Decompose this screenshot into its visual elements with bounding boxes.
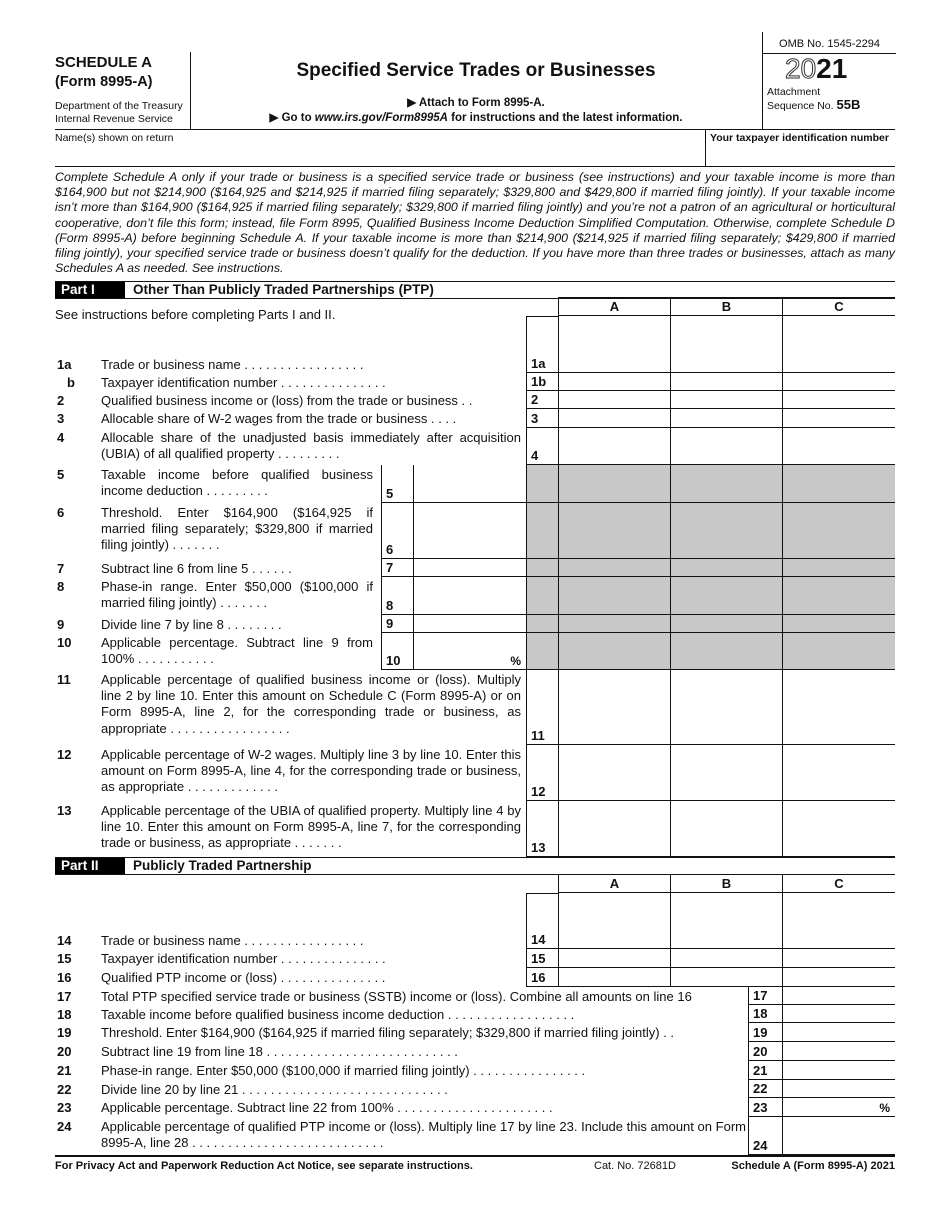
line-number: 19	[57, 1025, 72, 1040]
line-box-label: 13	[531, 840, 546, 855]
line-9	[55, 615, 895, 633]
percent-sign: %	[510, 654, 521, 668]
line-box-label: 8	[386, 598, 394, 613]
line-box-label: 7	[386, 560, 394, 575]
line-box	[381, 615, 413, 633]
entry-14-c[interactable]	[782, 931, 895, 949]
line-number: 17	[57, 989, 72, 1004]
entry-15-a[interactable]	[558, 949, 670, 968]
line-box	[748, 987, 782, 1005]
line-box	[381, 559, 413, 577]
shaded-cell-a	[558, 465, 670, 503]
column-header-a: A	[558, 875, 670, 893]
schedule-id-block	[55, 52, 191, 129]
shaded-cell-c	[782, 633, 895, 670]
entry-14-b[interactable]	[670, 931, 782, 949]
line-18	[55, 1005, 895, 1023]
entry-2-c[interactable]	[782, 391, 895, 409]
line-15	[55, 949, 895, 968]
line-7	[55, 559, 895, 577]
line-3	[55, 409, 895, 428]
line-description: Applicable percentage of qualified business income or (loss). Multiply line 2 by line 10. Enter this amount on Schedule C (Form 8995-A) or on Form 8995-A, line 2, for the corresponding trade or business, as appropriate . . . . . . . . . . . . . . . . .	[101, 672, 521, 736]
line-box-label: 1b	[531, 374, 547, 389]
shaded-cell-c	[782, 465, 895, 503]
line-box	[526, 373, 558, 391]
line-number: 11	[57, 672, 71, 687]
goto-suffix: for instructions and the latest information.	[447, 112, 683, 124]
name-row-divider	[55, 166, 895, 167]
entry-13-a[interactable]	[558, 801, 670, 857]
entry-24[interactable]	[782, 1117, 895, 1155]
line-number: 6	[57, 505, 65, 520]
line-number: 9	[57, 617, 65, 632]
line-number: b	[67, 375, 75, 390]
sequence-text: Sequence No.	[767, 100, 834, 112]
catalog-number: Cat. No. 72681D	[594, 1160, 676, 1172]
sequence-number: 55B	[836, 97, 861, 112]
line-description: Phase-in range. Enter $50,000 ($100,000 if married filing jointly) . . . . . . . . . . . . . . . .	[101, 1063, 586, 1078]
line-box	[748, 1042, 782, 1061]
line-description: Taxpayer identification number . . . . . . . . . . . . . . .	[101, 375, 386, 390]
line-box	[526, 968, 558, 987]
part2-title: Publicly Traded Partnership	[133, 858, 312, 873]
line-19	[55, 1023, 895, 1042]
entry-16-c[interactable]	[782, 968, 895, 987]
shaded-cell-a	[558, 559, 670, 577]
line-description: Subtract line 19 from line 18 . . . . . . . . . . . . . . . . . . . . . . . . . . .	[101, 1044, 458, 1059]
entry-11-c[interactable]	[782, 670, 895, 745]
entry-1b-b[interactable]	[670, 373, 782, 391]
entry-1a-c[interactable]	[782, 355, 895, 373]
part1-note: See instructions before completing Parts I and II.	[55, 307, 336, 322]
line-box-label: 11	[531, 728, 545, 743]
shaded-cell-c	[782, 577, 895, 615]
line-number: 7	[57, 561, 65, 576]
line-10	[55, 633, 895, 670]
entry-23[interactable]	[782, 1098, 895, 1117]
line-4	[55, 428, 895, 465]
line-box-label: 24	[753, 1138, 768, 1153]
entry-11-a[interactable]	[558, 670, 670, 745]
agency: Internal Revenue Service	[55, 113, 173, 125]
column-header-c: C	[782, 875, 895, 893]
part2-spacer-cell-a[interactable]	[558, 893, 670, 931]
line-description: Applicable percentage of W-2 wages. Multiply line 3 by line 10. Enter this amount on Form 8995-A, line 4, for the corresponding trade or business, as appropriate . . . . . . . . . . . . .	[101, 747, 521, 795]
sequence-label	[767, 98, 860, 113]
part1-label: Part I	[55, 282, 125, 298]
line-box-label: 15	[531, 951, 546, 966]
line-number: 22	[57, 1082, 72, 1097]
line-number: 14	[57, 933, 72, 948]
entry-4-c[interactable]	[782, 428, 895, 465]
entry-13-c[interactable]	[782, 801, 895, 857]
line-description: Total PTP specified service trade or business (SSTB) income or (loss). Combine all amounts on line 16	[101, 989, 692, 1004]
line-description: Taxpayer identification number . . . . . . . . . . . . . . .	[101, 951, 386, 966]
goto-prefix: ▶ Go to	[269, 112, 315, 124]
line-8	[55, 577, 895, 615]
irs-url-link[interactable]: www.irs.gov/Form8995A	[314, 112, 448, 124]
entry-13-b[interactable]	[670, 801, 782, 857]
line-number: 1a	[57, 357, 72, 372]
line-number: 2	[57, 393, 65, 408]
part1-title: Other Than Publicly Traded Partnerships (PTP)	[133, 282, 434, 297]
line-box	[381, 503, 413, 559]
line-number: 3	[57, 411, 65, 426]
schedule-name: SCHEDULE A	[55, 54, 152, 71]
line-box-label: 20	[753, 1044, 768, 1059]
shaded-cell-c	[782, 503, 895, 559]
entry-22[interactable]	[782, 1080, 895, 1098]
entry-1a-a[interactable]	[558, 355, 670, 373]
line-24	[55, 1117, 895, 1155]
taxpayer-id-field[interactable]	[705, 130, 896, 166]
shaded-cell-a	[558, 615, 670, 633]
line-11	[55, 670, 895, 745]
line-box-label: 12	[531, 784, 546, 799]
name-label: Name(s) shown on return	[55, 132, 174, 144]
line-21	[55, 1061, 895, 1080]
entry-1b-a[interactable]	[558, 373, 670, 391]
entry-4-a[interactable]	[558, 428, 670, 465]
shaded-box	[526, 633, 558, 670]
line-description: Trade or business name . . . . . . . . . . . . . . . . .	[101, 933, 364, 948]
column-header-top	[558, 297, 895, 298]
department: Department of the Treasury	[55, 100, 183, 112]
line-box-label: 18	[753, 1006, 768, 1021]
line-description: Trade or business name . . . . . . . . . . . . . . . . .	[101, 357, 364, 372]
line-1a	[55, 355, 895, 373]
entry-1a-b[interactable]	[670, 355, 782, 373]
line-6	[55, 503, 895, 559]
column-header-b: B	[670, 298, 782, 316]
entry-1b-c[interactable]	[782, 373, 895, 391]
shaded-cell-b	[670, 465, 782, 503]
line-12	[55, 745, 895, 801]
name-field[interactable]	[55, 130, 705, 166]
column-header-a: A	[558, 298, 670, 316]
entry-9[interactable]	[413, 615, 526, 633]
part2-spacer-cell-b[interactable]	[670, 893, 782, 931]
line-number: 4	[57, 430, 65, 445]
shaded-cell-b	[670, 503, 782, 559]
part2-spacer-box	[526, 893, 558, 931]
entry-10[interactable]	[413, 633, 526, 670]
line-23	[55, 1098, 895, 1117]
goto-instruction	[190, 110, 762, 124]
line-box	[381, 577, 413, 615]
entry-7[interactable]	[413, 559, 526, 577]
attachment-label: Attachment	[767, 86, 821, 98]
line-box-label: 1a	[531, 356, 546, 371]
entry-5[interactable]	[413, 465, 526, 503]
entry-12-a[interactable]	[558, 745, 670, 801]
part1-spacer-box	[526, 316, 558, 355]
line-description: Divide line 20 by line 21 . . . . . . . . . . . . . . . . . . . . . . . . . . . . .	[101, 1082, 448, 1097]
entry-3-b[interactable]	[670, 409, 782, 428]
line-box-label: 6	[386, 542, 394, 557]
entry-2-a[interactable]	[558, 391, 670, 409]
form-number: (Form 8995-A)	[55, 74, 153, 90]
line-box	[526, 355, 558, 373]
line-box	[748, 1098, 782, 1117]
line-description: Phase-in range. Enter $50,000 ($100,000 if married filing jointly) . . . . . . .	[101, 579, 373, 611]
line-number: 24	[57, 1119, 72, 1134]
shaded-cell-a	[558, 503, 670, 559]
entry-20[interactable]	[782, 1042, 895, 1061]
line-14	[55, 931, 895, 949]
tax-year-bold: 21	[816, 53, 848, 84]
line-box	[526, 949, 558, 968]
tax-year	[785, 54, 847, 84]
column-header-c: C	[782, 298, 895, 316]
entry-3-c[interactable]	[782, 409, 895, 428]
line-20	[55, 1042, 895, 1061]
line-17	[55, 987, 895, 1005]
footer-divider	[55, 1155, 895, 1157]
line-description: Taxable income before qualified business income deduction . . . . . . . . .	[101, 467, 373, 499]
part2-label: Part II	[55, 858, 125, 874]
line-description: Applicable percentage of qualified PTP income or (loss). Multiply line 17 by line 23. Include this amount on Form 8995-A, line 28 . . . . . . . . . . . . . . . . . . . . . . . . . . .	[101, 1119, 746, 1151]
line-box	[748, 1080, 782, 1098]
shaded-cell-b	[670, 559, 782, 577]
line-box-label: 14	[531, 932, 546, 947]
entry-2-b[interactable]	[670, 391, 782, 409]
line-number: 23	[57, 1100, 72, 1115]
shaded-cell-b	[670, 615, 782, 633]
line-box-label: 3	[531, 411, 539, 426]
shaded-cell-a	[558, 577, 670, 615]
line-box-label: 22	[753, 1081, 768, 1096]
percent-sign: %	[879, 1101, 890, 1115]
column-header-b: B	[670, 875, 782, 893]
line-number: 5	[57, 467, 65, 482]
line-box	[381, 633, 413, 670]
line-5	[55, 465, 895, 503]
line-description: Qualified business income or (loss) from the trade or business . .	[101, 393, 473, 408]
entry-15-b[interactable]	[670, 949, 782, 968]
entry-6[interactable]	[413, 503, 526, 559]
taxpayer-id-label: Your taxpayer identification number	[710, 132, 889, 144]
line-description: Allocable share of the unadjusted basis immediately after acquisition (UBIA) of all qualified property . . . . . . . . .	[101, 430, 521, 462]
line-box-label: 17	[753, 988, 768, 1003]
part1-spacer-cell-b[interactable]	[670, 316, 782, 355]
line-number: 18	[57, 1007, 72, 1022]
line-description: Subtract line 6 from line 5 . . . . . .	[101, 561, 292, 576]
part1-spacer-row	[55, 316, 895, 355]
part1-spacer-cell-a[interactable]	[558, 316, 670, 355]
entry-3-a[interactable]	[558, 409, 670, 428]
line-description: Qualified PTP income or (loss) . . . . . . . . . . . . . . .	[101, 970, 386, 985]
line-box-label: 4	[531, 448, 539, 463]
entry-21[interactable]	[782, 1061, 895, 1080]
entry-4-b[interactable]	[670, 428, 782, 465]
shaded-box	[526, 465, 558, 503]
line-box	[748, 1117, 782, 1155]
attach-instruction: ▶ Attach to Form 8995-A.	[407, 97, 545, 109]
entry-8[interactable]	[413, 577, 526, 615]
line-number: 15	[57, 951, 72, 966]
line-22	[55, 1080, 895, 1098]
line-box-label: 21	[753, 1063, 768, 1078]
line-description: Taxable income before qualified business income deduction . . . . . . . . . . . . . . . . . .	[101, 1007, 575, 1022]
part1-spacer-cell-c[interactable]	[782, 316, 895, 355]
privacy-notice: For Privacy Act and Paperwork Reduction Act Notice, see separate instructions.	[55, 1160, 473, 1172]
entry-19[interactable]	[782, 1023, 895, 1042]
line-description: Threshold. Enter $164,900 ($164,925 if married filing separately; $329,800 if married filing jointly) . . . . . . .	[101, 505, 373, 553]
column-header-top	[558, 874, 895, 875]
omb-block	[762, 32, 896, 129]
line-box	[526, 391, 558, 409]
line-box-label: 2	[531, 392, 539, 407]
form-header	[55, 38, 895, 129]
line-box	[748, 1023, 782, 1042]
entry-16-a[interactable]	[558, 968, 670, 987]
line-box-label: 19	[753, 1025, 768, 1040]
line-description: Applicable percentage of the UBIA of qualified property. Multiply line 4 by line 10. Enter this amount on Form 8995-A, line 7, for the corresponding trade or business, as appropriate . . . . . . .	[101, 803, 521, 851]
shaded-box	[526, 503, 558, 559]
line-box-label: 5	[386, 486, 394, 501]
entry-14-a[interactable]	[558, 931, 670, 949]
line-2	[55, 391, 895, 409]
line-box-label: 23	[753, 1100, 768, 1115]
line-description: Allocable share of W-2 wages from the trade or business . . . .	[101, 411, 457, 426]
line-box	[526, 409, 558, 428]
part2-header	[55, 857, 895, 875]
line-number: 12	[57, 747, 72, 762]
line-description: Threshold. Enter $164,900 ($164,925 if married filing separately; $329,800 if married filing jointly) . .	[101, 1025, 675, 1040]
line-box-label: 9	[386, 616, 394, 631]
shaded-cell-b	[670, 633, 782, 670]
line-box	[526, 801, 558, 857]
entry-16-b[interactable]	[670, 968, 782, 987]
line-box	[526, 670, 558, 745]
omb-number: OMB No. 1545-2294	[779, 38, 880, 50]
line-description: Applicable percentage. Subtract line 9 from 100% . . . . . . . . . . .	[101, 635, 373, 667]
instructions-paragraph: Complete Schedule A only if your trade or business is a specified service trade or business (see instructions) and your taxable income is more than $164,900 but not $214,900 ($164,925 and $214,925 if married filing separately; $329,800 and $429,800 if married filing jointly). If your taxable income isn’t more than $164,900 ($164,925 if married filing separately; $329,800 if married filing jointly) and you’re not a patron of an agricultural or horticultural cooperative, don’t file this form; instead, file Form 8995, Qualified Business Income Deduction Simplified Computation. Otherwise, complete Schedule D (Form 8995-A) before beginning Schedule A. If your taxable income is more than $214,900 ($214,925 if married filing separately; $429,800 if married filing jointly), your specified service trade or business doesn’t qualify for the deduction. If you have more than three trades or businesses, attach as many Schedules A as needed. See instructions.	[55, 170, 895, 276]
part2-spacer-row	[55, 893, 895, 931]
line-number: 21	[57, 1063, 72, 1078]
entry-11-b[interactable]	[670, 670, 782, 745]
line-number: 8	[57, 579, 65, 594]
line-number: 10	[57, 635, 72, 650]
column-header-row	[55, 298, 895, 316]
line-16	[55, 968, 895, 987]
line-box	[381, 465, 413, 503]
shaded-box	[526, 559, 558, 577]
part2-spacer-cell-c[interactable]	[782, 893, 895, 931]
line-box-label: 10	[386, 653, 401, 668]
entry-12-c[interactable]	[782, 745, 895, 801]
shaded-cell-c	[782, 559, 895, 577]
shaded-box	[526, 577, 558, 615]
line-box-label: 16	[531, 970, 546, 985]
line-number: 16	[57, 970, 72, 985]
tax-year-outline: 20	[785, 53, 817, 84]
shaded-cell-a	[558, 633, 670, 670]
line-13	[55, 801, 895, 857]
line-box	[526, 745, 558, 801]
line-box	[748, 1005, 782, 1023]
line-description: Applicable percentage. Subtract line 22 from 100% . . . . . . . . . . . . . . . . . . . . . .	[101, 1100, 553, 1115]
column-header-row	[55, 875, 895, 893]
shaded-box	[526, 615, 558, 633]
line-box	[526, 428, 558, 465]
entry-18[interactable]	[782, 1005, 895, 1023]
line-number: 13	[57, 803, 72, 818]
shaded-cell-c	[782, 615, 895, 633]
line-box	[748, 1061, 782, 1080]
entry-12-b[interactable]	[670, 745, 782, 801]
entry-17[interactable]	[782, 987, 895, 1005]
shaded-cell-b	[670, 577, 782, 615]
form-identifier: Schedule A (Form 8995-A) 2021	[731, 1160, 895, 1172]
line-number: 20	[57, 1044, 72, 1059]
line-1b	[55, 373, 895, 391]
line-description: Divide line 7 by line 8 . . . . . . . .	[101, 617, 282, 632]
line-box	[526, 931, 558, 949]
form-title: Specified Service Trades or Businesses	[296, 60, 656, 81]
entry-15-c[interactable]	[782, 949, 895, 968]
